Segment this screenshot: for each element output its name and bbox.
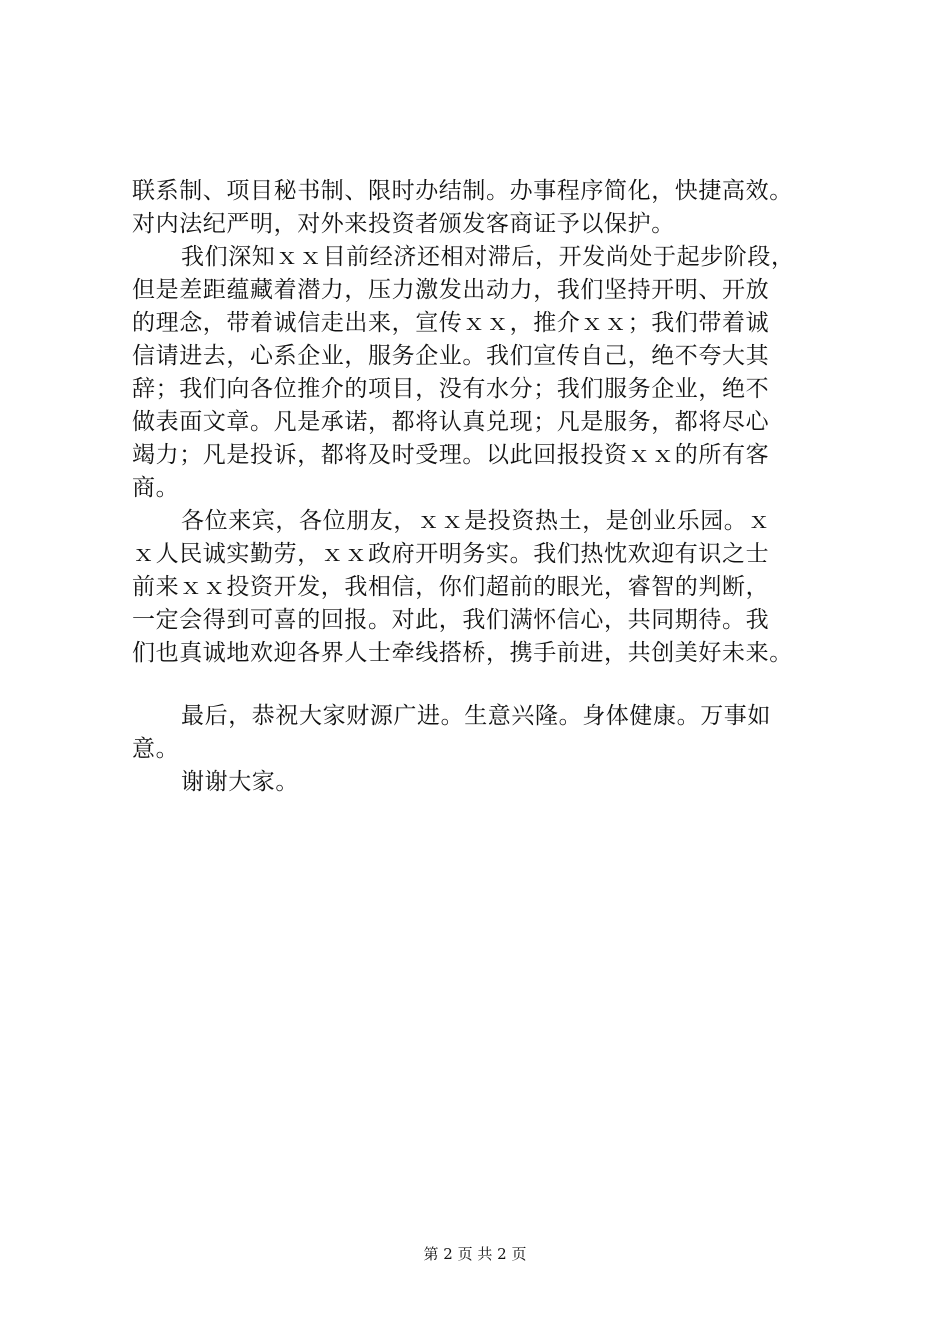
text-line: 最后，恭祝大家财源广进。生意兴隆。身体健康。万事如 (181, 703, 771, 729)
blank-line (132, 670, 832, 700)
paragraph-3 (132, 505, 832, 670)
text-line: 各位来宾，各位朋友，ｘｘ是投资热土，是创业乐园。ｘ (181, 508, 771, 534)
text-line: 信请进去，心系企业，服务企业。我们宣传自己，绝不夸大其 (132, 343, 770, 369)
paragraph-4 (132, 700, 832, 766)
text-line: 的理念，带着诚信走出来，宣传ｘｘ，推介ｘｘ；我们带着诚 (132, 310, 770, 336)
paragraph-1 (132, 175, 832, 241)
text-line: 前来ｘｘ投资开发，我相信，你们超前的眼光，睿智的判断， (132, 574, 770, 600)
text-line: 但是差距蕴藏着潜力，压力激发出动力，我们坚持开明、开放 (132, 277, 770, 303)
page-number-footer: 第 2 页 共 2 页 (423, 1245, 527, 1263)
text-line: 做表面文章。凡是承诺，都将认真兑现；凡是服务，都将尽心 (132, 409, 770, 435)
text-line: 竭力；凡是投诉，都将及时受理。以此回报投资ｘｘ的所有客 (132, 442, 770, 468)
text-line: 我们深知ｘｘ目前经济还相对滞后，开发尚处于起步阶段， (181, 244, 795, 270)
text-line: 意。 (132, 736, 180, 762)
text-line: ｘ人民诚实勤劳，ｘｘ政府开明务实。我们热忱欢迎有识之士 (132, 541, 770, 567)
text-line: 联系制、项目秘书制、限时办结制。办事程序简化，快捷高效。 (132, 178, 793, 204)
document-body (132, 175, 832, 799)
text-line: 一定会得到可喜的回报。对此，我们满怀信心，共同期待。我 (132, 607, 770, 633)
text-line: 们也真诚地欢迎各界人士牵线搭桥，携手前进，共创美好未来。 (132, 640, 793, 666)
text-line: 商。 (132, 475, 180, 501)
text-line: 辞；我们向各位推介的项目，没有水分；我们服务企业，绝不 (132, 376, 770, 402)
text-line: 对内法纪严明，对外来投资者颁发客商证予以保护。 (132, 211, 675, 237)
text-line: 谢谢大家。 (181, 769, 299, 795)
paragraph-2 (132, 241, 832, 505)
paragraph-5 (132, 766, 832, 799)
